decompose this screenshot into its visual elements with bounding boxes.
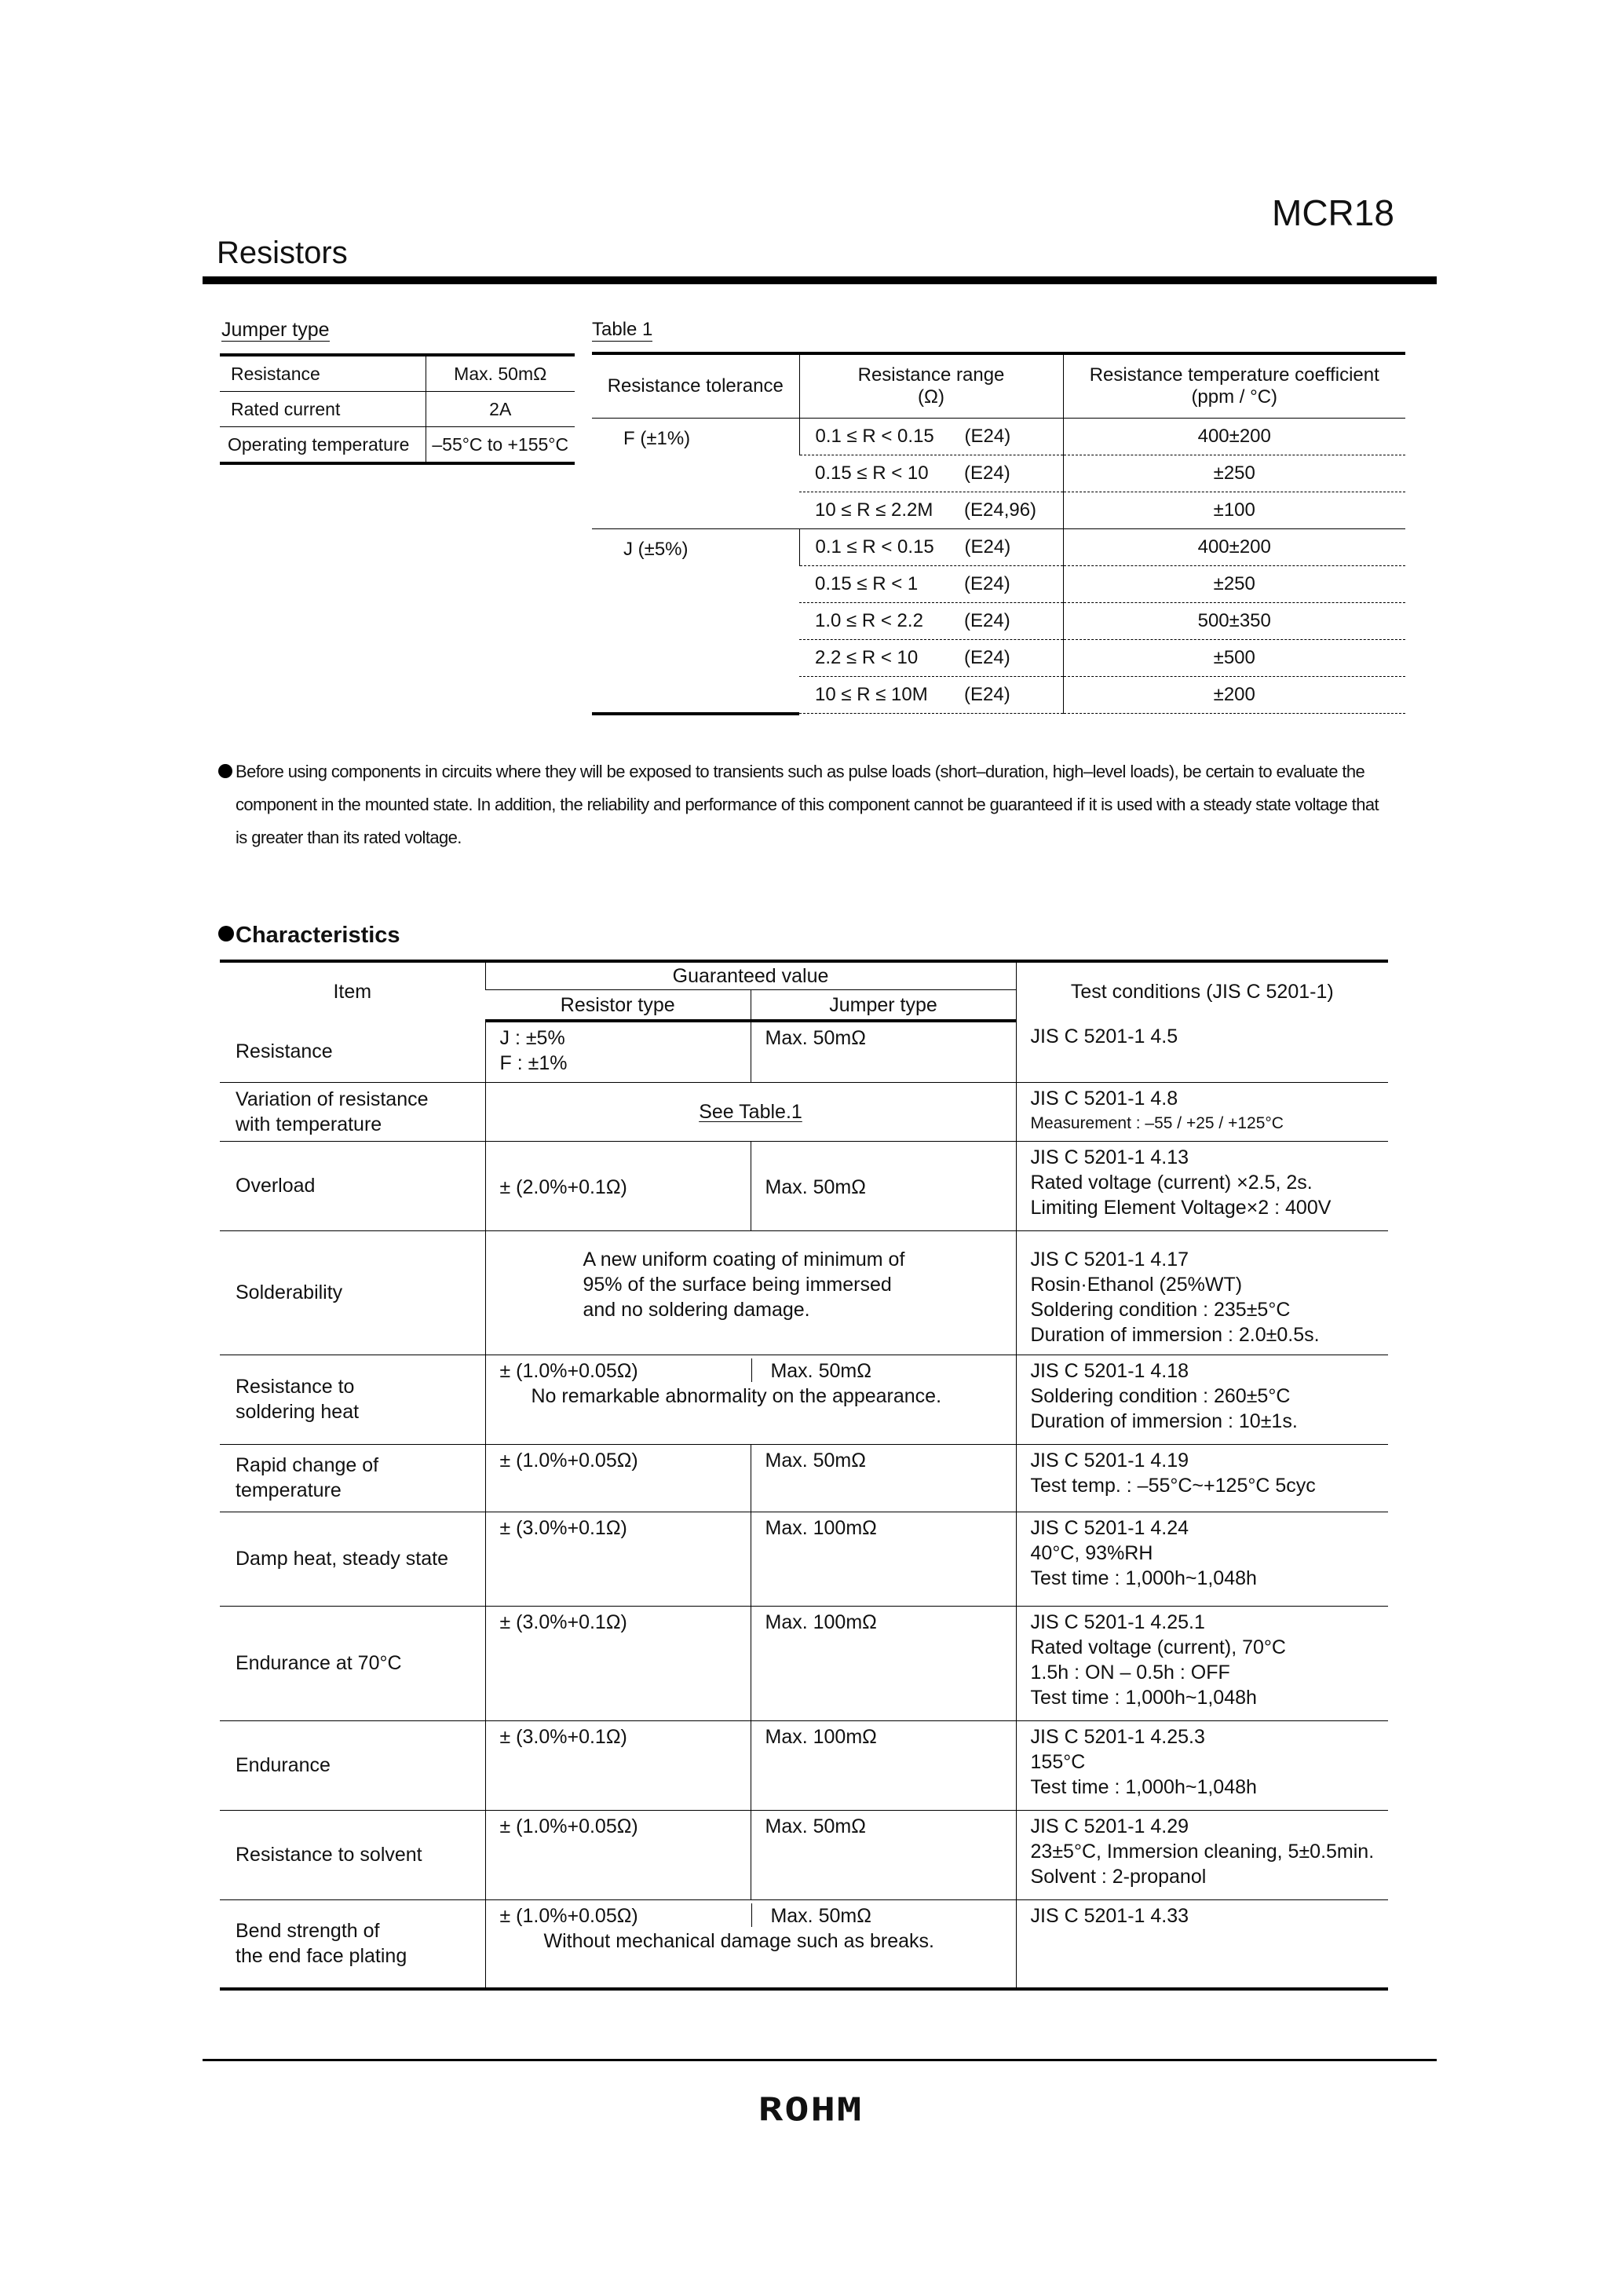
note-line: component in the mounted state. In addition, the reliability and performance of this component cannot be guaranteed if it is used with a steady state voltage that <box>236 795 1379 814</box>
table-row <box>220 1720 1388 1810</box>
item-cell: Solderability <box>220 1230 485 1355</box>
resistor-type-header: Resistor type <box>485 990 751 1022</box>
tcr-cell: 400±200 <box>1063 529 1405 566</box>
note-line: is greater than its rated voltage. <box>236 828 462 847</box>
guaranteed-value-header: Guaranteed value <box>485 961 1016 990</box>
table-row <box>220 427 575 464</box>
test-conditions-header: Test conditions (JIS C 5201-1) <box>1016 961 1388 1021</box>
range-cell: 10 ≤ R ≤ 2.2M (E24,96) <box>799 492 1063 529</box>
characteristics-table <box>220 960 1388 1991</box>
characteristics-heading: Characteristics <box>218 923 400 949</box>
span-value-cell: See Table.1 <box>485 1082 1016 1141</box>
test-conditions-cell: JIS C 5201-1 4.25.1 Rated voltage (current), 70°C 1.5h : ON – 0.5h : OFF Test time : 1,000h~1,048h <box>1016 1606 1388 1720</box>
resistor-value-cell: ± (3.0%+0.1Ω) <box>485 1606 751 1720</box>
item-cell: Resistance to solvent <box>220 1810 485 1899</box>
table-row <box>220 1444 1388 1512</box>
table-row <box>220 392 575 427</box>
item-cell: Variation of resistance with temperature <box>220 1082 485 1141</box>
span-value-cell: A new uniform coating of minimum of 95% of the surface being immersed and no soldering damage. <box>485 1230 1016 1355</box>
span-value-cell <box>485 1899 1016 1989</box>
tcr-header-label: Resistance temperature coefficient <box>1089 364 1379 386</box>
table-row <box>592 419 1405 455</box>
bullet-icon <box>218 926 234 941</box>
table-row <box>220 1606 1388 1720</box>
damage-note: Without mechanical damage such as breaks. <box>543 1929 934 1952</box>
header-divider <box>203 276 1437 284</box>
resistance-range-table <box>592 352 1405 715</box>
resistor-value-cell: ± (1.0%+0.05Ω) <box>485 1444 751 1512</box>
test-conditions-cell: JIS C 5201-1 4.18 Soldering condition : 260±5°C Duration of immersion : 10±1s. <box>1016 1355 1388 1444</box>
section-title: Resistors <box>217 236 348 270</box>
test-conditions-cell: JIS C 5201-1 4.25.3 155°C Test time : 1,000h~1,048h <box>1016 1720 1388 1810</box>
jumper-value: Max. 50mΩ <box>426 355 575 392</box>
tcr-cell: ±100 <box>1063 492 1405 529</box>
usage-note <box>218 755 1427 854</box>
test-conditions-cell: JIS C 5201-1 4.13 Rated voltage (current) ×2.5, 2s. Limiting Element Voltage×2 : 400V <box>1016 1141 1388 1230</box>
resistor-value-cell: ± (1.0%+0.05Ω) <box>485 1810 751 1899</box>
item-cell: Resistance to soldering heat <box>220 1355 485 1444</box>
jumper-label: Operating temperature <box>220 427 426 464</box>
tcr-header <box>1063 353 1405 419</box>
tolerance-cell: F (±1%) <box>592 419 799 529</box>
jumper-value-cell: Max. 50mΩ <box>751 1810 1016 1899</box>
range-cell: 1.0 ≤ R < 2.2 (E24) <box>799 603 1063 640</box>
jumper-value-cell: Max. 100mΩ <box>751 1606 1016 1720</box>
jumper-label: Resistance <box>220 355 426 392</box>
split-divider <box>751 1903 752 1927</box>
item-cell: Rapid change of temperature <box>220 1444 485 1512</box>
table-row <box>220 1355 1388 1444</box>
item-cell: Endurance <box>220 1720 485 1810</box>
jumper-value-cell: Max. 100mΩ <box>751 1512 1016 1606</box>
range-header-label: Resistance range <box>857 364 1005 386</box>
test-conditions-cell: JIS C 5201-1 4.5 <box>1016 1021 1388 1082</box>
item-cell: Overload <box>220 1141 485 1230</box>
jumper-value: 2A <box>426 392 575 427</box>
jumper-type-header: Jumper type <box>751 990 1016 1022</box>
item-cell: Bend strength of the end face plating <box>220 1899 485 1989</box>
range-cell: 10 ≤ R ≤ 10M (E24) <box>799 677 1063 714</box>
table-row <box>220 1810 1388 1899</box>
item-cell: Damp heat, steady state <box>220 1512 485 1606</box>
part-number: MCR18 <box>1272 192 1394 233</box>
range-cell: 0.1 ≤ R < 0.15 (E24) <box>799 419 1063 455</box>
table-header-row <box>220 961 1388 990</box>
jumper-value-cell: Max. 100mΩ <box>751 1720 1016 1810</box>
table-row <box>592 529 1405 566</box>
resistor-value-cell: ± (3.0%+0.1Ω) <box>485 1720 751 1810</box>
jumper-value-cell: Max. 50mΩ <box>751 1021 1016 1082</box>
resistor-value-cell: J : ±5% F : ±1% <box>485 1021 751 1082</box>
test-conditions-cell: JIS C 5201-1 4.17 Rosin·Ethanol (25%WT) Soldering condition : 235±5°C Duration of immersion : 2.0±0.5s. <box>1016 1230 1388 1355</box>
table-row <box>220 1230 1388 1355</box>
rohm-logo: ROHM <box>758 2092 864 2129</box>
jumper-type-table <box>220 353 575 465</box>
jumper-value: –55°C to +155°C <box>426 427 575 464</box>
test-conditions-cell: JIS C 5201-1 4.24 40°C, 93%RH Test time : 1,000h~1,048h <box>1016 1512 1388 1606</box>
test-conditions-cell: JIS C 5201-1 4.33 <box>1016 1899 1388 1989</box>
range-cell: 0.1 ≤ R < 0.15 (E24) <box>799 529 1063 566</box>
resistor-value-cell: ± (3.0%+0.1Ω) <box>485 1512 751 1606</box>
tcr-cell: ±250 <box>1063 566 1405 603</box>
resistor-value: ± (1.0%+0.05Ω) <box>499 1359 638 1382</box>
table-header-row <box>592 353 1405 419</box>
jumper-value: Max. 50mΩ <box>770 1359 871 1382</box>
item-cell: Endurance at 70°C <box>220 1606 485 1720</box>
range-header-unit: (Ω) <box>918 386 944 408</box>
test-conditions-cell: JIS C 5201-1 4.29 23±5°C, Immersion cleaning, 5±0.5min. Solvent : 2-propanol <box>1016 1810 1388 1899</box>
jumper-value-cell: Max. 50mΩ <box>751 1141 1016 1230</box>
jumper-value-cell: Max. 50mΩ <box>751 1444 1016 1512</box>
jumper-label: Rated current <box>220 392 426 427</box>
tcr-cell: ±500 <box>1063 640 1405 677</box>
note-line: Before using components in circuits where they will be exposed to transients such as pulse loads (short–duration, high–level loads), be certain to evaluate the <box>236 762 1365 781</box>
table-row <box>220 355 575 392</box>
table-row <box>220 1021 1388 1082</box>
tcr-cell: ±250 <box>1063 455 1405 492</box>
footer-divider <box>203 2059 1437 2061</box>
tolerance-cell: J (±5%) <box>592 529 799 714</box>
tcr-cell: ±200 <box>1063 677 1405 714</box>
range-cell: 0.15 ≤ R < 10 (E24) <box>799 455 1063 492</box>
item-header: Item <box>220 961 485 1021</box>
span-value-cell <box>485 1355 1016 1444</box>
resistor-value: ± (1.0%+0.05Ω) <box>499 1904 638 1927</box>
jumper-type-caption: Jumper type <box>221 319 330 341</box>
jumper-value: Max. 50mΩ <box>770 1904 871 1927</box>
table-row <box>220 1512 1388 1606</box>
range-cell: 0.15 ≤ R < 1 (E24) <box>799 566 1063 603</box>
split-divider <box>751 1358 752 1382</box>
table-row <box>220 1141 1388 1230</box>
bullet-icon <box>218 764 232 778</box>
test-conditions-cell: JIS C 5201-1 4.19 Test temp. : –55°C~+125°C 5cyc <box>1016 1444 1388 1512</box>
tcr-cell: 500±350 <box>1063 603 1405 640</box>
table1-caption: Table 1 <box>592 319 653 340</box>
item-cell: Resistance <box>220 1021 485 1082</box>
range-header <box>799 353 1063 419</box>
resistor-value-cell: ± (2.0%+0.1Ω) <box>485 1141 751 1230</box>
tolerance-header: Resistance tolerance <box>592 353 799 419</box>
range-cell: 2.2 ≤ R < 10 (E24) <box>799 640 1063 677</box>
tcr-cell: 400±200 <box>1063 419 1405 455</box>
table-row <box>220 1899 1388 1989</box>
tcr-header-unit: (ppm / °C) <box>1191 386 1278 408</box>
appearance-note: No remarkable abnormality on the appearance. <box>531 1384 942 1407</box>
table-row <box>220 1082 1388 1141</box>
test-conditions-cell: JIS C 5201-1 4.8 Measurement : –55 / +25 / +125°C <box>1016 1082 1388 1141</box>
